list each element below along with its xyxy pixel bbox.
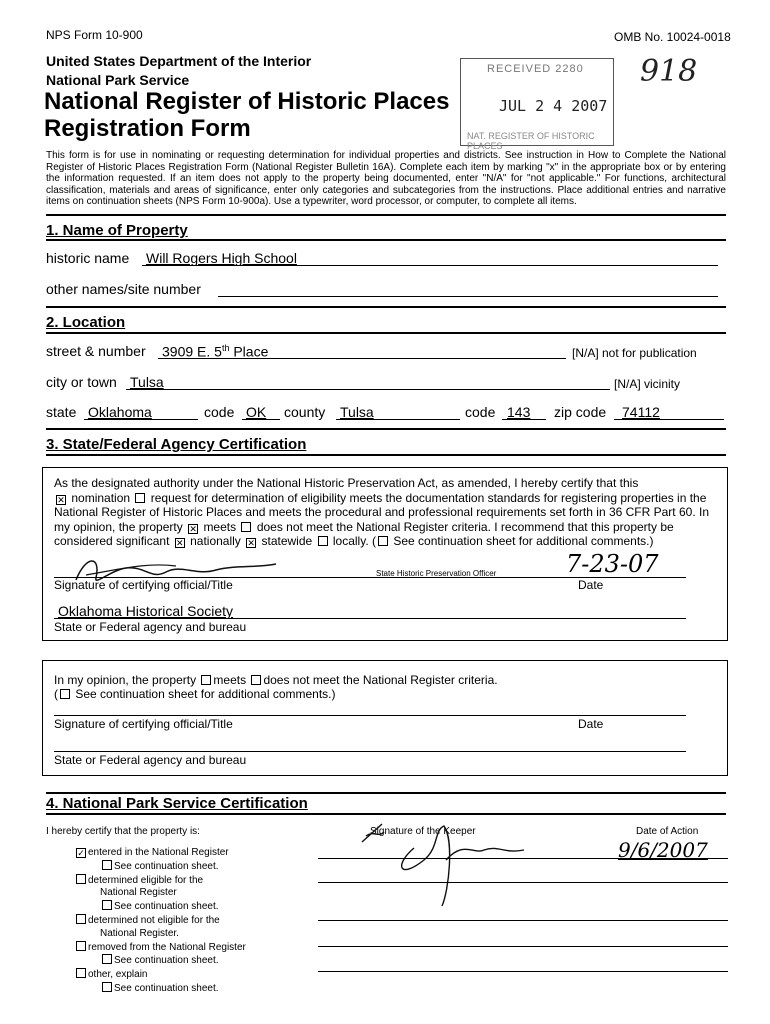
removed-line[interactable] <box>318 946 728 947</box>
zip-label: zip code <box>554 404 607 420</box>
official-title: State Historic Preservation Officer <box>376 569 497 578</box>
omb-number: OMB No. 10024-0018 <box>614 30 731 44</box>
state-label: state <box>46 404 77 420</box>
divider <box>46 454 726 456</box>
na-publication: [N/A] not for publication <box>572 346 697 360</box>
city-field[interactable] <box>126 374 610 390</box>
agency-label: State or Federal agency and bureau <box>54 753 247 767</box>
code-value: OK <box>246 404 267 420</box>
agency-line[interactable] <box>54 751 686 752</box>
divider <box>46 792 726 794</box>
county-code-value: 143 <box>507 404 531 420</box>
continuation-checkbox[interactable] <box>378 536 388 546</box>
received-stamp <box>460 58 614 151</box>
removed-continuation-checkbox[interactable] <box>102 954 112 964</box>
not-eligible-line[interactable] <box>318 920 728 921</box>
divider <box>46 813 726 815</box>
other-checkbox[interactable] <box>76 968 86 978</box>
entered-checkbox[interactable]: ✓ <box>77 848 85 858</box>
state-value: Oklahoma <box>88 404 152 420</box>
opinion-not-meet-checkbox[interactable] <box>251 675 261 685</box>
other-line[interactable] <box>318 971 728 972</box>
historic-name-value: Will Rogers High School <box>146 250 297 266</box>
stamp-footer: NAT. REGISTER OF HISTORIC PLACES <box>467 131 595 151</box>
opinion-line1: In my opinion, the property meets does not meet the National Register criteria. <box>54 673 498 687</box>
date-of-action-label: Date of Action <box>636 826 699 837</box>
removed-checkbox[interactable] <box>76 941 86 951</box>
divider <box>46 214 726 216</box>
zip-value: 74112 <box>622 404 660 420</box>
opinion-continuation-checkbox[interactable] <box>60 689 70 699</box>
other-names-field[interactable] <box>218 281 718 297</box>
historic-name-label: historic name <box>46 250 130 266</box>
page-title: National Register of Historic Places <box>44 88 450 115</box>
section-4-title: 4. National Park Service Certification <box>46 795 308 812</box>
section-2-title: 2. Location <box>46 314 126 331</box>
stamp-received: RECEIVED 2280 <box>487 63 584 75</box>
state-certification-text: As the designated authority under the National Historic Preservation Act, as amended, I hereby certify that this ✕ nomination request for determination of eligibility meets the documentation standards for registering properties in the National Register of Historic Places and meets the procedural and professional requirements set forth in 36 CFR Part 60. In my opinion, the property ✕ meets does not meet the National Register criteria. I recommend that this property be considered significant ✕ nationally ✕ statewide locally. ( See continuation sheet for additional comments.) <box>54 476 709 548</box>
agency-line[interactable] <box>54 618 686 619</box>
entered-line[interactable] <box>318 858 728 859</box>
eligible-continuation-checkbox[interactable] <box>102 900 112 910</box>
handwritten-number: 918 <box>640 54 698 89</box>
opinion-line2: ( See continuation sheet for additional comments.) <box>54 687 336 701</box>
not-eligible-checkbox[interactable] <box>76 914 86 924</box>
page-subtitle: Registration Form <box>44 115 251 142</box>
section-1-title: 1. Name of Property <box>46 222 188 239</box>
nps-options: ✓ entered in the National Register See continuation sheet. determined eligible for the National Register See continuation sheet. determined not eligible for the National Register. removed from the National Register See continuation sheet. other, explain See continuation sheet. <box>77 847 246 994</box>
department: United States Department of the Interior <box>46 53 312 69</box>
signature-label: Signature of certifying official/Title <box>54 717 233 731</box>
street-label: street & number <box>46 343 146 359</box>
keeper-signature <box>354 820 544 910</box>
other-names-label: other names/site number <box>46 281 201 297</box>
opinion-meets-checkbox[interactable] <box>201 675 211 685</box>
county-value: Tulsa <box>340 404 374 420</box>
signature-line[interactable] <box>54 715 686 716</box>
city-value: Tulsa <box>130 374 164 390</box>
keeper-signature-label: Signature of the Keeper <box>370 826 476 837</box>
divider <box>46 306 726 308</box>
divider <box>46 239 726 241</box>
eligible-checkbox[interactable] <box>76 874 86 884</box>
service: National Park Service <box>46 72 190 88</box>
divider <box>46 332 726 334</box>
divider <box>46 428 726 430</box>
nomination-checkbox[interactable]: ✕ <box>57 494 65 505</box>
city-label: city or town <box>46 374 117 390</box>
form-number: NPS Form 10-900 <box>46 28 143 42</box>
signature-date: 7-23-07 <box>566 550 659 578</box>
certify-text: I hereby certify that the property is: <box>46 826 200 837</box>
street-value: 3909 E. 5th Place <box>162 343 269 360</box>
other-continuation-checkbox[interactable] <box>102 982 112 992</box>
does-not-meet-checkbox[interactable] <box>241 522 251 532</box>
agency-label: State or Federal agency and bureau <box>54 620 247 634</box>
na-vicinity: [N/A] vicinity <box>614 377 681 391</box>
nationally-checkbox[interactable]: ✕ <box>175 538 184 548</box>
statewide-checkbox[interactable]: ✕ <box>247 538 255 548</box>
eligible-line[interactable] <box>318 882 728 883</box>
meets-checkbox[interactable]: ✕ <box>189 523 197 534</box>
code-label: code <box>204 404 235 420</box>
signature-label: Signature of certifying official/Title <box>54 578 233 592</box>
county-label: county <box>284 404 326 420</box>
request-checkbox[interactable] <box>135 493 145 503</box>
county-code-label: code <box>465 404 496 420</box>
stamp-date: JUL 2 4 2007 <box>499 97 608 115</box>
locally-checkbox[interactable] <box>318 536 328 546</box>
section-3-title: 3. State/Federal Agency Certification <box>46 436 307 453</box>
agency-value: Oklahoma Historical Society <box>58 603 234 619</box>
date-of-action-value: 9/6/2007 <box>618 838 708 862</box>
entered-continuation-checkbox[interactable] <box>102 860 112 870</box>
date-label: Date <box>578 717 604 731</box>
intro-text: This form is for use in nominating or requesting determination for individual properties and districts. See instruction in How to Complete the National Register of Historic Places Registration Form (National Register Bulletin 16A). Complete each item by marking "x" in the appropriate box or by entering the information requested. If an item does not apply to the property being documented, enter "N/A" for "not applicable." For functions, architectural classification, materials and areas of significance, enter only categories and subcategories from the instructions. Place additional entries and narrative items on continuation sheets (NPS Form 10-900a). Use a typewriter, word processor, or computer, to complete all items. <box>46 150 726 207</box>
date-label: Date <box>578 578 604 592</box>
